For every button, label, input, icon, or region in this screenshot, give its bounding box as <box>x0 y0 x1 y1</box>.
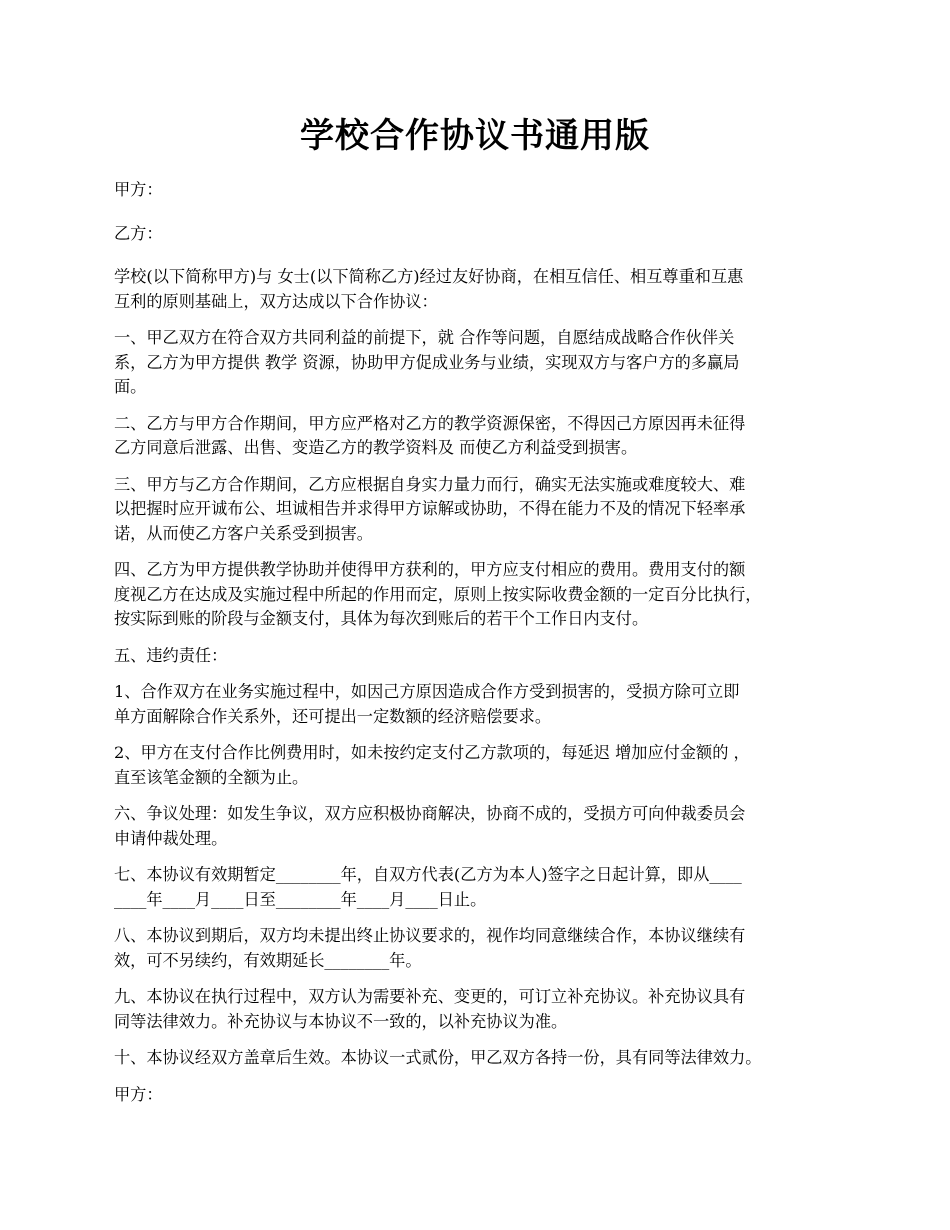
party-a-label: 甲方： <box>114 180 163 199</box>
clause-6-paragraph: 六、争议处理：如发生争议，双方应积极协商解决，协商不成的，受损方可向仲裁委员会 申请仲裁处理。 <box>114 804 746 848</box>
clause-9-paragraph: 九、本协议在执行过程中，双方认为需要补充、变更的，可订立补充协议。补充协议具有 同等法律效力。补充协议与本协议不一致的，以补充协议为准。 <box>114 987 746 1031</box>
clause-5-item-2: 2、甲方在支付合作比例费用时，如未按约定支付乙方款项的，每延迟 增加应付金额的 ， 直至该笔金额的全额为止。 <box>114 743 750 787</box>
preamble-paragraph: 学校(以下简称甲方)与 女士(以下简称乙方)经过友好协商，在相互信任、相互尊重和互惠 互利的原则基础上，双方达成以下合作协议： <box>114 267 744 311</box>
clause-2-paragraph: 二、乙方与甲方合作期间，甲方应严格对乙方的教学资源保密，不得因己方原因再未征得 乙方同意后泄露、出售、变造乙方的教学资料及 而使乙方利益受到损害。 <box>114 413 746 457</box>
clause-8-paragraph: 八、本协议到期后，双方均未提出终止协议要求的，视作均同意继续合作，本协议继续有 效，可不另续约，有效期延长________年。 <box>114 926 746 970</box>
clause-4-paragraph: 四、乙方为甲方提供教学协助并使得甲方获利的，甲方应支付相应的费用。费用支付的额 度视乙方在达成及实施过程中所起的作用而定，原则上按实际收费金额的一定百分比执行， 按实际到账的阶段与金额支付，具体为每次到账后的若干个工作日内支付。 <box>114 560 762 628</box>
signature-party-a-label: 甲方： <box>114 1084 163 1104</box>
clause-10-paragraph: 十、本协议经双方盖章后生效。本协议一式贰份，甲乙双方各持一份，具有同等法律效力。 <box>114 1048 762 1067</box>
party-b-label: 乙方： <box>114 223 163 243</box>
clause-5-item-1: 1、合作双方在业务实施过程中，如因己方原因造成合作方受到损害的，受损方除可立即 单方面解除合作关系外，还可提出一定数额的经济赔偿要求。 <box>114 682 740 726</box>
clause-5-heading: 五、违约责任： <box>114 645 228 665</box>
clause-7-paragraph: 七、本协议有效期暂定________年，自双方代表(乙方为本人)签字之日起计算，即从____ ____年____月____日至________年____月____日止。 <box>114 865 742 909</box>
document-body <box>114 178 854 1107</box>
document-title: 学校合作协议书通用版 <box>300 116 650 156</box>
clause-1-paragraph: 一、甲乙双方在符合双方共同利益的前提下，就 合作等问题，自愿结成战略合作伙伴关 系，乙方为甲方提供 教学 资源，协助甲方促成业务与业绩，实现双方与客户方的多赢局 面。 <box>114 328 740 396</box>
clause-3-paragraph: 三、甲方与乙方合作期间，乙方应根据自身实力量力而行，确实无法实施或难度较大、难 以把握时应开诚布公、坦诚相告并求得甲方谅解或协助，不得在能力不及的情况下轻率承 诺，从而使乙方客户关系受到损害。 <box>114 474 746 543</box>
